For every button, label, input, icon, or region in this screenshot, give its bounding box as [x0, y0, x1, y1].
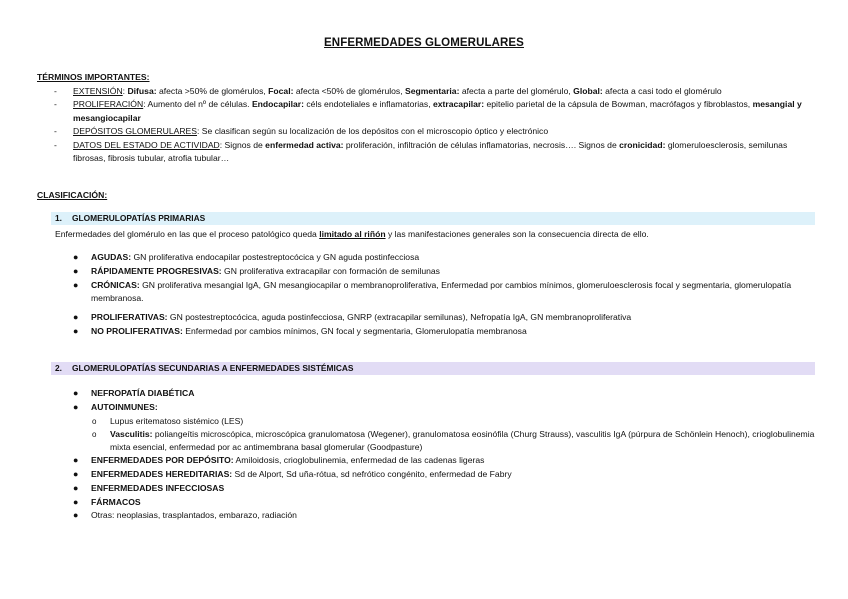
- item-label: Vasculitis:: [110, 428, 153, 439]
- bullet-marker: ●: [73, 469, 79, 479]
- list-item: [73, 325, 818, 339]
- item-label: NEFROPATÍA DIABÉTICA: [91, 388, 195, 398]
- list-item: [73, 509, 818, 523]
- bullet-marker: ●: [73, 265, 79, 276]
- list-item: [73, 454, 818, 468]
- term-extension: [37, 85, 817, 98]
- term-text: glomeruloesclerosis, semilunas fibrosas, fibrosis tubular, atrofia tubular…: [73, 139, 788, 164]
- terminos-heading: TÉRMINOS IMPORTANTES:: [37, 72, 150, 82]
- dash-marker: -: [54, 86, 57, 96]
- list-item: [73, 482, 818, 496]
- item-text: poliangeítis microscópica, microscópica granulomatosa (Wegener), granulomatosa eosinófila (Churg Strauss), vasculitis IgA (púrpura de Schönlein Henoch), crioglobulinemia mixta esencial, enfermedad por ac antimembrana basal glomerular (Goodpasture): [110, 428, 815, 452]
- circle-marker: o: [92, 429, 97, 439]
- term-actividad: [37, 139, 817, 166]
- intro-text: y las manifestaciones generales son la consecuencia directa de ello.: [385, 229, 649, 239]
- list-item: [73, 265, 818, 279]
- term-text: proliferación, infiltración de células inflamatorias, necrosis…. Signos de: [343, 139, 620, 150]
- list-item: [73, 401, 818, 415]
- term-text: Aumento del nº de células.: [147, 99, 252, 110]
- intro-text: Enfermedades del glomérulo en las que el proceso patológico queda: [55, 229, 320, 239]
- item-label: ENFERMEDADES INFECCIOSAS: [91, 482, 225, 493]
- item-label: AUTOINMUNES:: [91, 401, 158, 412]
- sub-list-item: [55, 415, 818, 428]
- term-text: Signos de: [224, 139, 266, 150]
- dash-marker: -: [54, 99, 57, 110]
- term-bold: cronicidad:: [619, 139, 666, 150]
- list-item: [73, 468, 818, 482]
- term-sep: :: [197, 126, 202, 137]
- circle-marker: o: [92, 416, 97, 426]
- item-label: ENFERMEDADES POR DEPÓSITO:: [91, 455, 234, 466]
- item-text: Sd de Alport, Sd uña-rótua, sd nefrótico congénito, enfermedad de Fabry: [232, 469, 512, 479]
- term-label: DATOS DEL ESTADO DE ACTIVIDAD: [73, 139, 220, 150]
- item-text: GN proliferativa mesangial IgA, GN mesangiocapilar o membranoproliferativa, Enfermedad por cambios mínimos, glomeruloesclerosis focal y segmentaria, glomerulopatía membranosa.: [91, 279, 792, 304]
- term-label: EXTENSIÓN: [73, 86, 123, 96]
- section-primarias-band: [51, 212, 815, 225]
- term-label: DEPÓSITOS GLOMERULARES: [73, 126, 198, 137]
- bullet-marker: ●: [73, 510, 79, 521]
- term-text: céls endoteliales e inflamatorias,: [304, 99, 433, 110]
- term-bold: mesangial y mesangiocapilar: [73, 99, 802, 123]
- bullet-marker: ●: [73, 252, 79, 262]
- section-number: 2.: [55, 363, 62, 373]
- item-text: GN proliferativa extracapilar con formación de semilunas: [221, 265, 440, 276]
- term-sep: :: [219, 139, 225, 150]
- term-bold: Focal:: [268, 86, 294, 96]
- item-label: AGUDAS:: [91, 252, 132, 262]
- clasificacion-heading: CLASIFICACIÓN:: [37, 190, 108, 200]
- term-bold: Difusa:: [127, 86, 157, 96]
- primarias-intro: [55, 228, 835, 241]
- terminos-list: [37, 85, 817, 165]
- sub-list-item: [55, 428, 818, 454]
- term-text: afecta <50% de glomérulos,: [293, 86, 405, 96]
- item-text: Lupus eritematoso sistémico (LES): [110, 415, 244, 426]
- term-text: Se clasifican según su localización de los depósitos con el microscopio óptico y electrónico: [201, 126, 549, 137]
- term-text: afecta a casi todo el glomérulo: [602, 86, 722, 96]
- dash-marker: -: [54, 139, 57, 150]
- item-text: Otras: neoplasias, trasplantados, embarazo, radiación: [91, 510, 297, 521]
- document-title: ENFERMEDADES GLOMERULARES: [324, 37, 524, 49]
- term-bold: Endocapilar:: [251, 99, 304, 110]
- term-proliferacion: [37, 98, 817, 125]
- term-label: PROLIFERACIÓN: [73, 99, 144, 110]
- term-text: afecta a parte del glomérulo,: [459, 86, 574, 96]
- item-label: ENFERMEDADES HEREDITARIAS:: [91, 469, 233, 479]
- bullet-marker: ●: [73, 312, 79, 323]
- list-item: [73, 251, 818, 265]
- bullet-marker: ●: [73, 455, 79, 466]
- item-label: PROLIFERATIVAS:: [91, 312, 168, 323]
- list-item: [73, 496, 818, 510]
- bullet-marker: ●: [73, 325, 79, 336]
- item-label: CRÓNICAS:: [91, 279, 140, 290]
- term-text: epitelio parietal de la cápsula de Bowman, macrófagos y fibroblastos,: [484, 99, 753, 110]
- term-text: afecta >50% de glomérulos,: [156, 86, 269, 96]
- item-label: RÁPIDAMENTE PROGRESIVAS:: [91, 265, 222, 276]
- term-bold: enfermedad activa:: [265, 139, 344, 150]
- term-bold: extracapilar:: [432, 99, 485, 110]
- section-title: GLOMERULOPATÍAS SECUNDARIAS A ENFERMEDADES SISTÉMICAS: [72, 363, 354, 373]
- list-item: [73, 311, 818, 325]
- item-label: NO PROLIFERATIVAS:: [91, 325, 183, 336]
- term-depositos: [37, 125, 817, 138]
- intro-emphasis: limitado al riñón: [319, 229, 386, 239]
- item-text: Enfermedad por cambios mínimos, GN focal y segmentaria, Glomerulopatía membranosa: [182, 325, 527, 336]
- bullet-marker: ●: [73, 496, 79, 507]
- term-bold: Segmentaria:: [405, 86, 460, 96]
- bullet-marker: ●: [73, 279, 79, 290]
- bullet-marker: ●: [73, 401, 79, 412]
- secundarias-list: [73, 387, 818, 523]
- bullet-marker: ●: [73, 388, 79, 398]
- primarias-list: [73, 251, 818, 339]
- section-title: GLOMERULOPATÍAS PRIMARIAS: [72, 213, 206, 223]
- item-text: GN proliferativa endocapilar postestreptocócica y GN aguda postinfecciosa: [131, 252, 420, 262]
- item-label: FÁRMACOS: [91, 496, 141, 507]
- term-sep: :: [122, 86, 128, 96]
- item-text: Amiloidosis, crioglobulinemia, enfermedad de las cadenas ligeras: [233, 455, 485, 466]
- item-text: GN postestreptocócica, aguda postinfecciosa, GNRP (extracapilar semilunas), Nefropatía IgA, GN membranoproliferativa: [167, 312, 632, 323]
- list-item: [73, 279, 818, 307]
- section-number: 1.: [55, 213, 62, 223]
- term-sep: :: [143, 99, 148, 110]
- bullet-marker: ●: [73, 482, 79, 493]
- dash-marker: -: [54, 126, 57, 137]
- list-item: [73, 387, 818, 401]
- term-bold: Global:: [573, 86, 603, 96]
- section-secundarias-band: [51, 362, 815, 375]
